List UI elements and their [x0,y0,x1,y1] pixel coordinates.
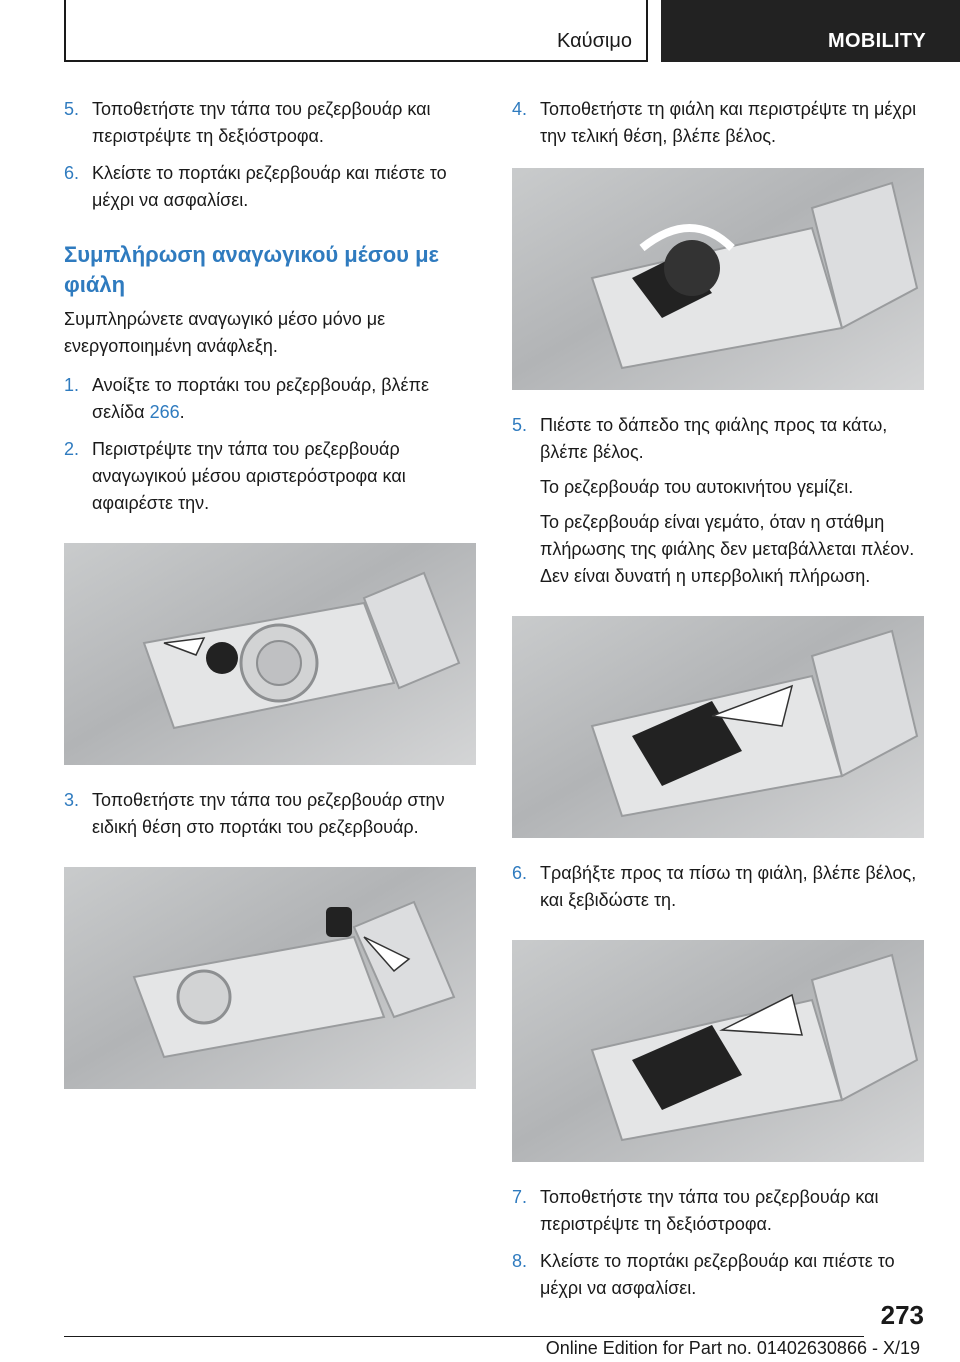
step-item [64,787,476,841]
figure-store-cap [64,867,476,1089]
step-number: 4. [512,99,528,119]
header-section-box [64,0,648,62]
step-text: Τοποθετήστε την τάπα του ρεζερβουάρ και περιστρέψτε τη δεξιόστροφα. [540,1187,879,1234]
step-number: 5. [64,99,80,119]
step-item [512,1248,924,1302]
step-number: 2. [64,439,80,459]
step-number: 5. [512,415,528,435]
section-heading: Συμπλήρωση αναγωγικού μέσου με φιάλη [64,242,439,297]
page-number: 273 [880,1300,924,1330]
step-text: Πιέστε το δάπεδο της φιάλης προς τα κάτω, βλέπε βέλος. [540,415,888,462]
figure-press-bottle [512,616,924,838]
footer-divider [64,1336,864,1337]
step-number: 1. [64,375,80,395]
section-title: Καύσιμο [556,30,632,52]
chapter-tab [661,0,960,62]
step-item [512,860,924,914]
figure-pull-bottle [512,940,924,1162]
figure-remove-cap [64,543,476,765]
step-note: Το ρεζερβουάρ είναι γεμάτο, όταν η στάθμη πλήρωσης της φιάλης δεν μεταβάλλεται πλέον. Δεν είναι δυνατή η υπερβολική πλήρωση. [540,512,915,586]
step-item [64,436,476,517]
edition-note: Online Edition for Part no. 01402630866 - X/19 [545,1338,920,1358]
intro-paragraph: Συμπληρώνετε αναγωγικό μέσο μόνο με ενεργοποιημένη ανάφλεξη. [64,309,386,356]
step-text: Κλείστε το πορτάκι ρεζερβουάρ και πιέστε το μέχρι να ασφαλίσει. [92,163,447,210]
step-note: Το ρεζερβουάρ του αυτοκινήτου γεμίζει. [540,477,854,497]
step-item [512,96,924,150]
step-item [512,1184,924,1238]
step-text: Περιστρέψτε την τάπα του ρεζερβουάρ αναγωγικού μέσου αριστερόστροφα και αφαιρέστε την. [92,439,406,513]
step-number: 3. [64,790,80,810]
step-text: Τοποθετήστε την τάπα του ρεζερβουάρ και περιστρέψτε τη δεξιόστροφα. [92,99,431,146]
page-link[interactable]: 266 [149,402,180,422]
step-item [64,372,476,426]
step-number: 6. [512,863,528,883]
step-item [64,160,476,214]
left-column [64,96,476,1111]
step-item [64,96,476,150]
right-column [512,96,924,1312]
step-text: Κλείστε το πορτάκι ρεζερβουάρ και πιέστε το μέχρι να ασφαλίσει. [540,1251,895,1298]
step-number: 8. [512,1251,528,1271]
step-number: 6. [64,163,80,183]
step-number: 7. [512,1187,528,1207]
step-text: Τοποθετήστε την τάπα του ρεζερβουάρ στην ειδική θέση στο πορτάκι του ρεζερβουάρ. [92,790,445,837]
step-item [512,412,924,590]
chapter-title: MOBILITY [828,30,926,52]
step-text: Τοποθετήστε τη φιάλη και περιστρέψτε τη μέχρι την τελική θέση, βλέπε βέλος. [540,99,917,146]
figure-insert-bottle [512,168,924,390]
step-text: Ανοίξτε το πορτάκι του ρεζερβουάρ, βλέπε σελίδα 266. [92,375,430,422]
step-text: Τραβήξτε προς τα πίσω τη φιάλη, βλέπε βέλος, και ξεβιδώστε τη. [540,863,917,910]
